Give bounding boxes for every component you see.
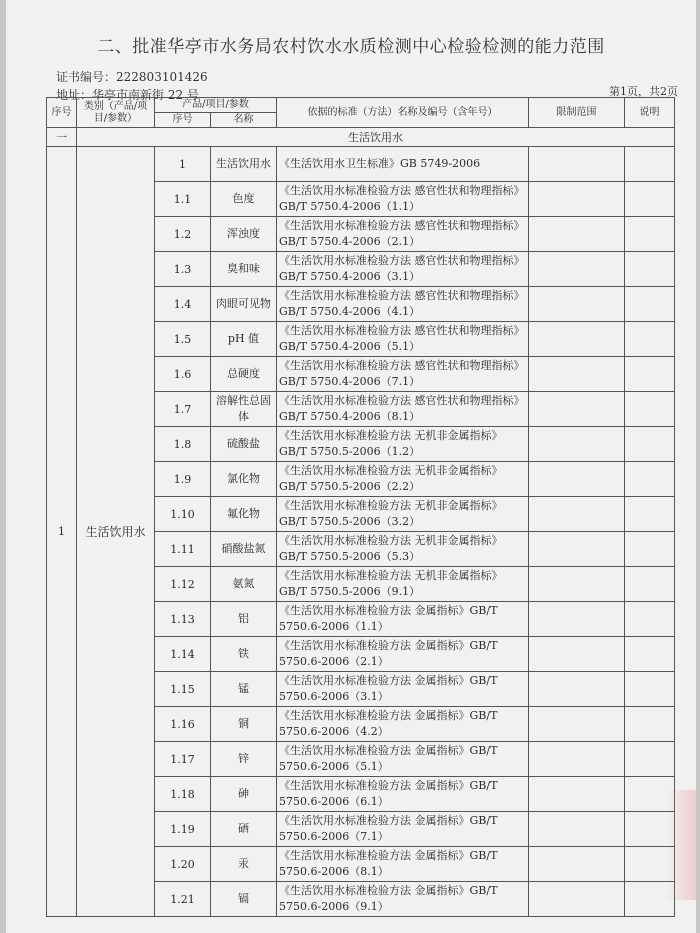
header-category: 类别（产品/项目/参数） (77, 98, 155, 128)
row-number: 1.4 (155, 287, 211, 322)
certificate-line (56, 68, 208, 85)
note-cell (625, 707, 675, 742)
parameter-name: 溶解性总固体 (211, 392, 277, 427)
limit-cell (529, 567, 625, 602)
standard-method: 《生活饮用水标准检验方法 金属指标》GB/T 5750.6-2006（7.1） (277, 812, 529, 847)
limit-cell (529, 252, 625, 287)
standard-method: 《生活饮用水标准检验方法 无机非金属指标》GB/T 5750.5-2006（9.1） (277, 567, 529, 602)
section-seq: 一 (47, 128, 77, 147)
limit-cell (529, 217, 625, 252)
note-cell (625, 217, 675, 252)
note-cell (625, 637, 675, 672)
row-number: 1.14 (155, 637, 211, 672)
row-number: 1.19 (155, 812, 211, 847)
parameter-name: 臭和味 (211, 252, 277, 287)
standard-method: 《生活饮用水标准检验方法 金属指标》GB/T 5750.6-2006（4.2） (277, 707, 529, 742)
note-cell (625, 427, 675, 462)
section-row (47, 128, 675, 147)
row-number: 1.6 (155, 357, 211, 392)
standard-method: 《生活饮用水标准检验方法 无机非金属指标》GB/T 5750.5-2006（3.2） (277, 497, 529, 532)
parameter-name: 总硬度 (211, 357, 277, 392)
standard-method: 《生活饮用水标准检验方法 感官性状和物理指标》GB/T 5750.4-2006（5.1） (277, 322, 529, 357)
standard-method: 《生活饮用水标准检验方法 金属指标》GB/T 5750.6-2006（9.1） (277, 882, 529, 917)
certificate-number: 222803101426 (116, 70, 208, 84)
limit-cell (529, 287, 625, 322)
parameter-name: 氯化物 (211, 462, 277, 497)
parameter-name: 氨氮 (211, 567, 277, 602)
parameter-name: 汞 (211, 847, 277, 882)
row-number: 1.18 (155, 777, 211, 812)
limit-cell (529, 742, 625, 777)
standard-method: 《生活饮用水标准检验方法 无机非金属指标》GB/T 5750.5-2006（2.2） (277, 462, 529, 497)
parameter-name: 锰 (211, 672, 277, 707)
parameter-name: 生活饮用水 (211, 147, 277, 182)
limit-cell (529, 777, 625, 812)
row-number: 1.10 (155, 497, 211, 532)
standard-method: 《生活饮用水标准检验方法 感官性状和物理指标》GB/T 5750.4-2006（2.1） (277, 217, 529, 252)
parameter-name: 锌 (211, 742, 277, 777)
note-cell (625, 147, 675, 182)
standard-method: 《生活饮用水标准检验方法 感官性状和物理指标》GB/T 5750.4-2006（3.1） (277, 252, 529, 287)
row-number: 1.17 (155, 742, 211, 777)
row-number: 1.15 (155, 672, 211, 707)
section-title: 生活饮用水 (77, 128, 675, 147)
note-cell (625, 602, 675, 637)
parameter-name: 硫酸盐 (211, 427, 277, 462)
red-stamp-edge (666, 790, 696, 900)
row-number: 1.13 (155, 602, 211, 637)
note-cell (625, 742, 675, 777)
limit-cell (529, 322, 625, 357)
parameter-name: 铜 (211, 707, 277, 742)
standard-method: 《生活饮用水卫生标准》GB 5749-2006 (277, 147, 529, 182)
standard-method: 《生活饮用水标准检验方法 感官性状和物理指标》GB/T 5750.4-2006（1.1） (277, 182, 529, 217)
standard-method: 《生活饮用水标准检验方法 金属指标》GB/T 5750.6-2006（2.1） (277, 637, 529, 672)
capability-table (46, 97, 675, 917)
parameter-name: 氟化物 (211, 497, 277, 532)
row-number: 1.20 (155, 847, 211, 882)
parameter-name: 铁 (211, 637, 277, 672)
standard-method: 《生活饮用水标准检验方法 金属指标》GB/T 5750.6-2006（5.1） (277, 742, 529, 777)
row-number: 1.8 (155, 427, 211, 462)
row-number: 1.9 (155, 462, 211, 497)
limit-cell (529, 392, 625, 427)
standard-method: 《生活饮用水标准检验方法 金属指标》GB/T 5750.6-2006（6.1） (277, 777, 529, 812)
standard-method: 《生活饮用水标准检验方法 金属指标》GB/T 5750.6-2006（8.1） (277, 847, 529, 882)
limit-cell (529, 427, 625, 462)
standard-method: 《生活饮用水标准检验方法 感官性状和物理指标》GB/T 5750.4-2006（4.1） (277, 287, 529, 322)
row-number: 1.7 (155, 392, 211, 427)
note-cell (625, 287, 675, 322)
row-number: 1.12 (155, 567, 211, 602)
note-cell (625, 252, 675, 287)
row-number: 1.2 (155, 217, 211, 252)
limit-cell (529, 602, 625, 637)
header-limit: 限制范围 (529, 98, 625, 128)
limit-cell (529, 497, 625, 532)
header-name: 名称 (211, 113, 277, 128)
certificate-label: 证书编号： (56, 70, 117, 84)
header-sub-seq: 序号 (155, 113, 211, 128)
note-cell (625, 392, 675, 427)
header-seq: 序号 (47, 98, 77, 128)
parameter-name: 色度 (211, 182, 277, 217)
note-cell (625, 182, 675, 217)
parameter-name: 硝酸盐氮 (211, 532, 277, 567)
limit-cell (529, 707, 625, 742)
note-cell (625, 357, 675, 392)
category-name: 生活饮用水 (77, 147, 155, 917)
row-number: 1.16 (155, 707, 211, 742)
note-cell (625, 567, 675, 602)
note-cell (625, 672, 675, 707)
parameter-name: 砷 (211, 777, 277, 812)
document-page (6, 0, 696, 933)
parameter-name: 镉 (211, 882, 277, 917)
table-row (47, 147, 675, 182)
row-number: 1.5 (155, 322, 211, 357)
standard-method: 《生活饮用水标准检验方法 无机非金属指标》GB/T 5750.5-2006（5.3） (277, 532, 529, 567)
note-cell (625, 497, 675, 532)
address-label: 地址： (56, 88, 93, 102)
parameter-name: pH 值 (211, 322, 277, 357)
limit-cell (529, 462, 625, 497)
row-number: 1.3 (155, 252, 211, 287)
standard-method: 《生活饮用水标准检验方法 感官性状和物理指标》GB/T 5750.4-2006（7.1） (277, 357, 529, 392)
limit-cell (529, 182, 625, 217)
limit-cell (529, 672, 625, 707)
limit-cell (529, 637, 625, 672)
standard-method: 《生活饮用水标准检验方法 无机非金属指标》GB/T 5750.5-2006（1.2） (277, 427, 529, 462)
page-info: 第1页，共2页 (609, 85, 678, 98)
parameter-name: 浑浊度 (211, 217, 277, 252)
address-value: 华亭市南新街 22 号 (92, 88, 199, 102)
note-cell (625, 462, 675, 497)
header-method: 依据的标准（方法）名称及编号（含年号） (277, 98, 529, 128)
standard-method: 《生活饮用水标准检验方法 金属指标》GB/T 5750.6-2006（3.1） (277, 672, 529, 707)
parameter-name: 铝 (211, 602, 277, 637)
standard-method: 《生活饮用水标准检验方法 金属指标》GB/T 5750.6-2006（1.1） (277, 602, 529, 637)
document-title: 二、批准华亭市水务局农村饮水水质检测中心检验检测的能力范围 (97, 37, 605, 57)
header-group: 产品/项目/参数 (155, 98, 277, 113)
standard-method: 《生活饮用水标准检验方法 感官性状和物理指标》GB/T 5750.4-2006（8.1） (277, 392, 529, 427)
note-cell (625, 322, 675, 357)
limit-cell (529, 812, 625, 847)
row-number: 1.21 (155, 882, 211, 917)
row-number: 1.1 (155, 182, 211, 217)
header-note: 说明 (625, 98, 675, 128)
category-seq: 1 (47, 147, 77, 917)
parameter-name: 肉眼可见物 (211, 287, 277, 322)
limit-cell (529, 147, 625, 182)
limit-cell (529, 882, 625, 917)
parameter-name: 硒 (211, 812, 277, 847)
row-number: 1 (155, 147, 211, 182)
limit-cell (529, 357, 625, 392)
limit-cell (529, 847, 625, 882)
row-number: 1.11 (155, 532, 211, 567)
limit-cell (529, 532, 625, 567)
note-cell (625, 532, 675, 567)
